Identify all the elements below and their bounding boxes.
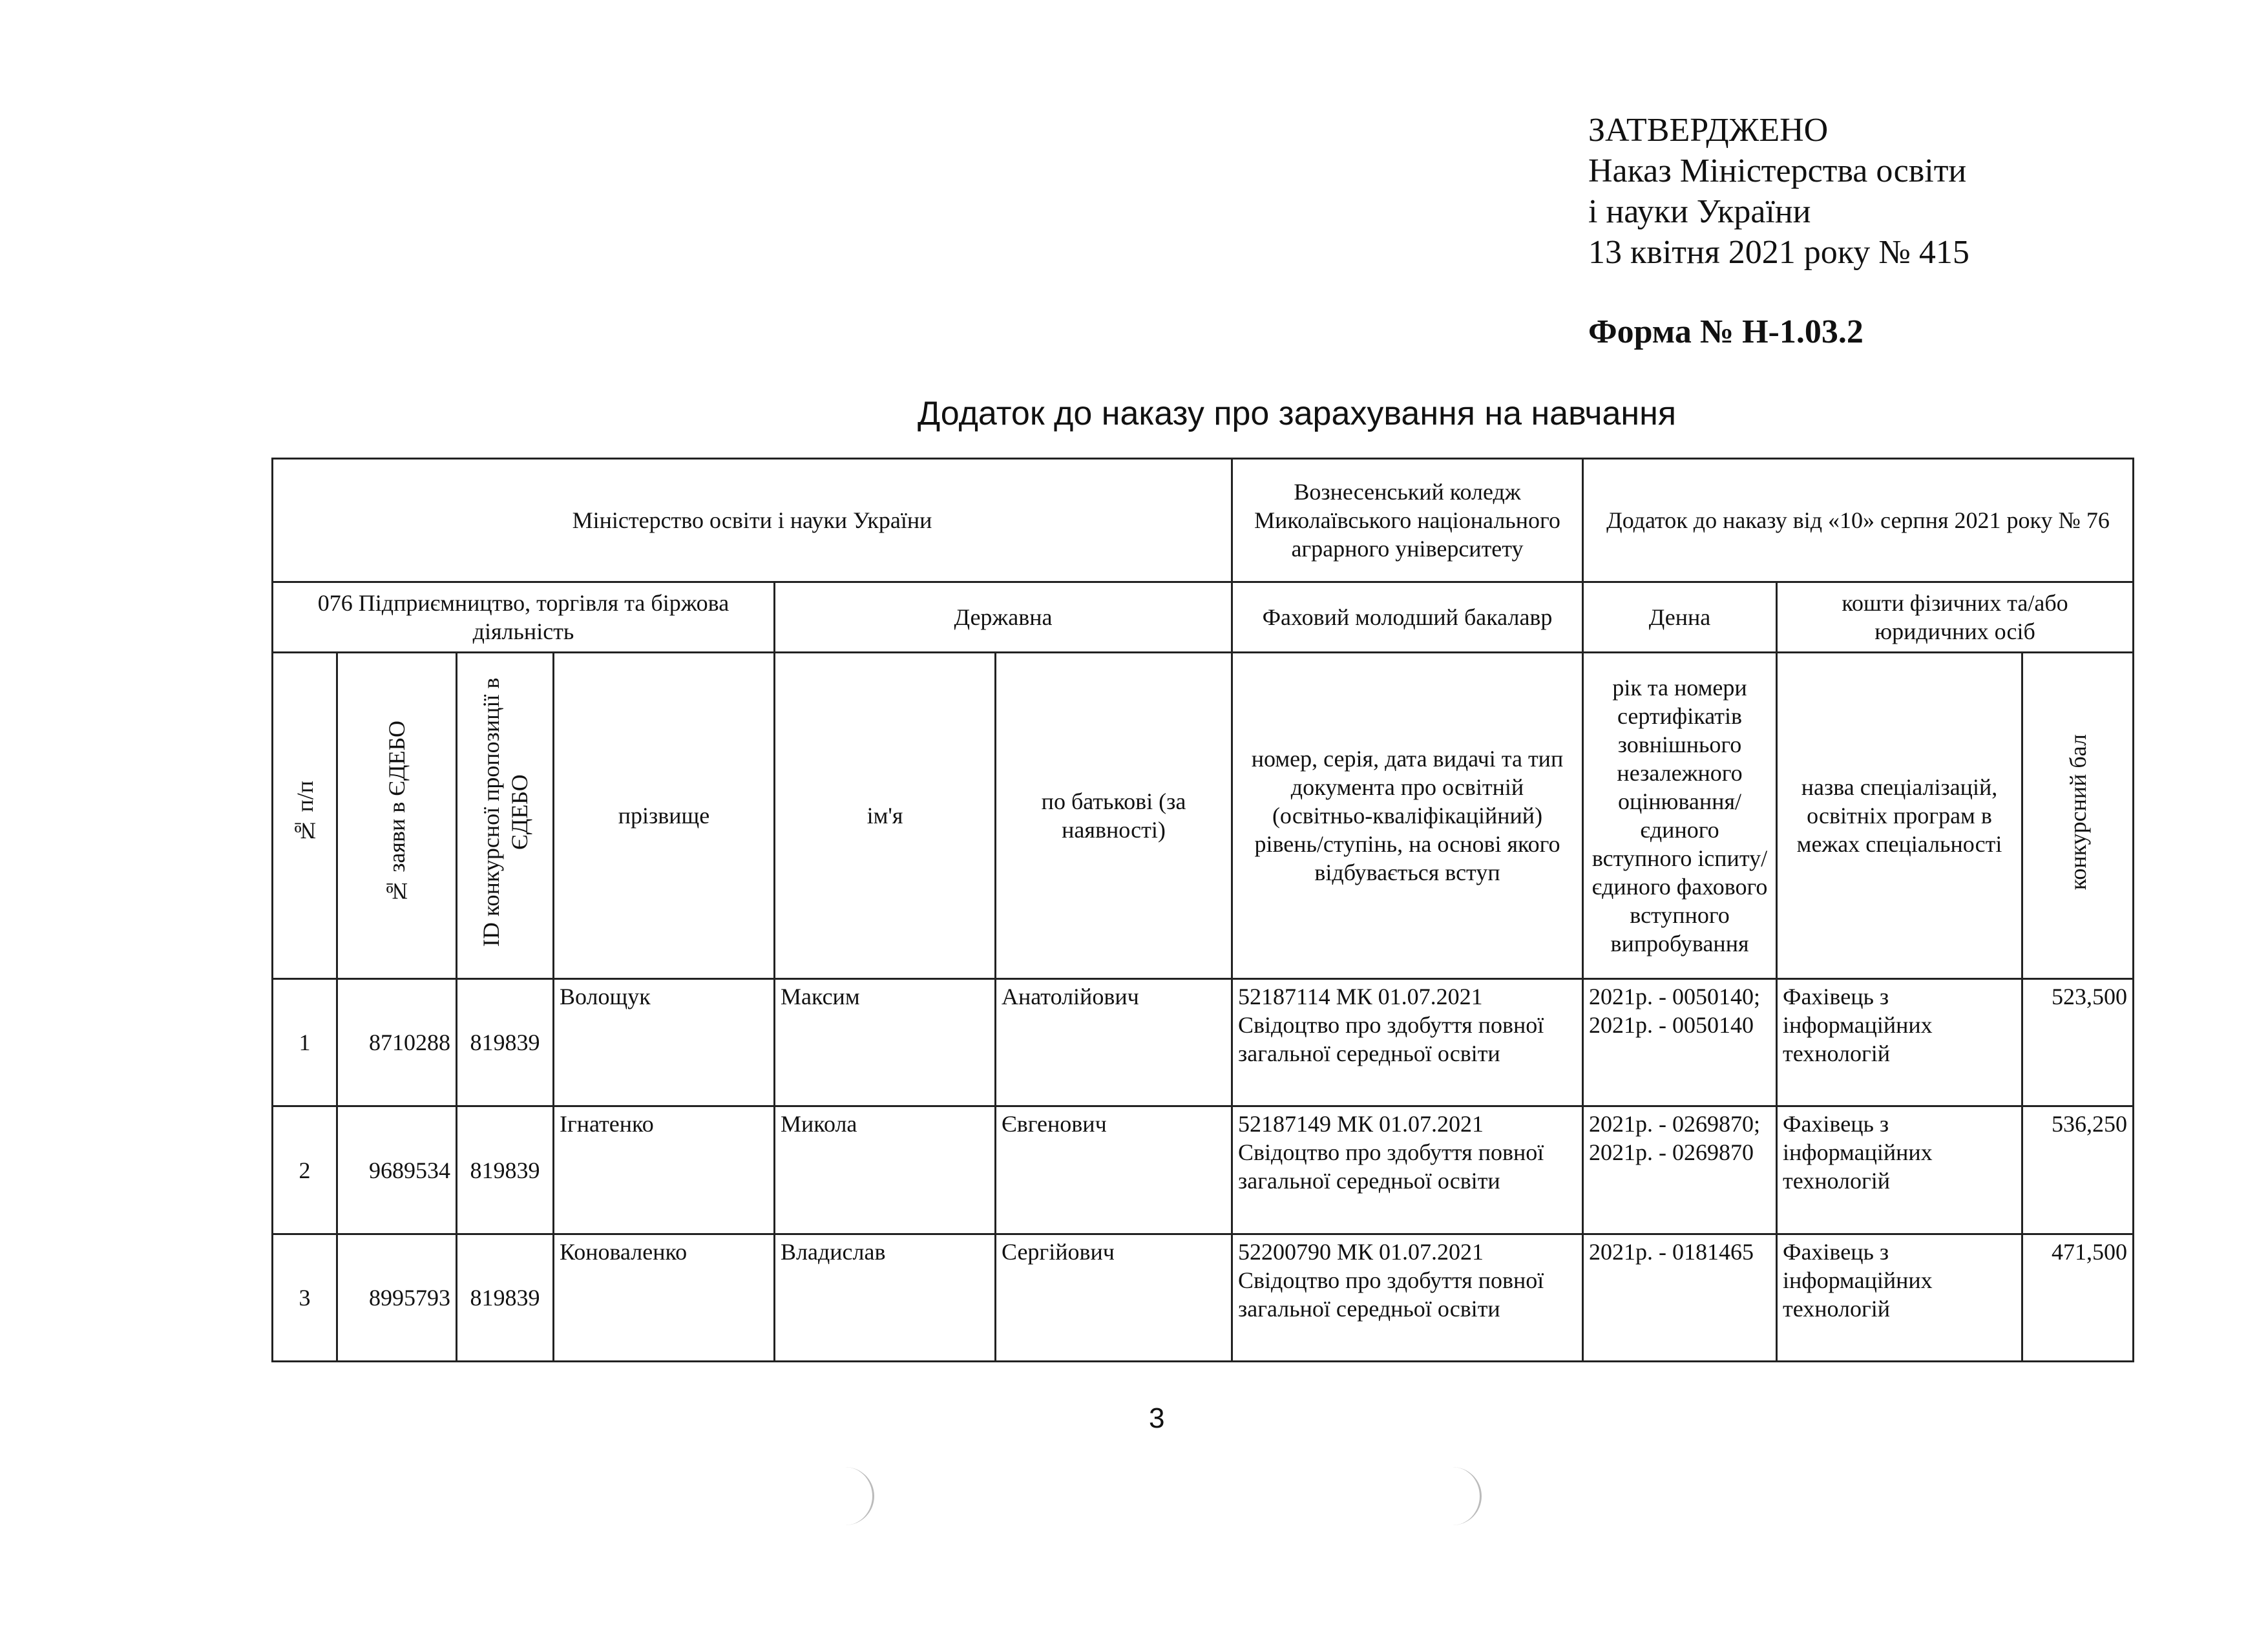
column-header-row <box>273 652 2134 978</box>
form-number: Форма № Н-1.03.2 <box>1588 313 1864 350</box>
college-cell: Вознесенський коледж Миколаївського національного аграрного університету <box>1232 459 1583 582</box>
table-row <box>273 1234 2134 1361</box>
approval-block <box>1588 110 1969 273</box>
row-surname: Ігнатенко <box>554 1106 775 1234</box>
approval-line-2: Наказ Міністерства освіти <box>1588 153 1967 189</box>
row-surname: Коноваленко <box>554 1234 775 1361</box>
row-patronymic: Євгенович <box>996 1106 1232 1234</box>
row-certificates: 2021р. - 0269870; 2021р. - 0269870 <box>1583 1106 1777 1234</box>
row-score: 523,500 <box>2022 979 2134 1106</box>
approval-line-3: і науки України <box>1588 193 1811 230</box>
col-header-name: ім'я <box>775 652 996 978</box>
row-num: 3 <box>273 1234 337 1361</box>
row-name: Владислав <box>775 1234 996 1361</box>
document-title: Додаток до наказу про зарахування на навчання <box>918 395 1676 432</box>
specialty-cell: 076 Підприємництво, торгівля та біржова діяльність <box>273 582 775 653</box>
row-offer-id: 819839 <box>457 979 554 1106</box>
row-certificates: 2021р. - 0181465 <box>1583 1234 1777 1361</box>
ministry-cell: Міністерство освіти і науки України <box>273 459 1232 582</box>
col-header-patronymic: по батькові (за наявності) <box>996 652 1232 978</box>
row-score: 471,500 <box>2022 1234 2134 1361</box>
row-application: 9689534 <box>337 1106 457 1234</box>
punch-hole-mark-right <box>1447 1467 1482 1525</box>
row-surname: Волощук <box>554 979 775 1106</box>
row-specialization: Фахівець з інформаційних технологій <box>1777 1234 2022 1361</box>
row-num: 2 <box>273 1106 337 1234</box>
row-name: Максим <box>775 979 996 1106</box>
row-application: 8995793 <box>337 1234 457 1361</box>
approval-heading: ЗАТВЕРДЖЕНО <box>1588 112 1829 149</box>
approval-line-4: 13 квітня 2021 року № 415 <box>1588 234 1969 271</box>
row-patronymic: Сергійович <box>996 1234 1232 1361</box>
col-header-specialization: назва спеціалізацій, освітніх програм в межах спеціальності <box>1777 652 2022 978</box>
col-header-surname: прізвище <box>554 652 775 978</box>
row-document: 52187149 МК 01.07.2021 Свідоцтво про здобуття повної загальної середньої освіти <box>1232 1106 1583 1234</box>
row-certificates: 2021р. - 0050140; 2021р. - 0050140 <box>1583 979 1777 1106</box>
table-header-row-1 <box>273 459 2134 582</box>
row-specialization: Фахівець з інформаційних технологій <box>1777 1106 2022 1234</box>
table-header-row-2 <box>273 582 2134 653</box>
funding-cell: кошти фізичних та/або юридичних осіб <box>1777 582 2134 653</box>
row-document: 52187114 МК 01.07.2021 Свідоцтво про здобуття повної загальної середньої освіти <box>1232 979 1583 1106</box>
row-patronymic: Анатолійович <box>996 979 1232 1106</box>
row-offer-id: 819839 <box>457 1106 554 1234</box>
row-score: 536,250 <box>2022 1106 2134 1234</box>
row-name: Микола <box>775 1106 996 1234</box>
order-cell: Додаток до наказу від «10» серпня 2021 року № 76 <box>1583 459 2134 582</box>
col-header-application: № заяви в ЄДЕБО <box>337 652 457 978</box>
row-document: 52200790 МК 01.07.2021 Свідоцтво про здобуття повної загальної середньої освіти <box>1232 1234 1583 1361</box>
row-offer-id: 819839 <box>457 1234 554 1361</box>
study-form-cell: Денна <box>1583 582 1777 653</box>
row-application: 8710288 <box>337 979 457 1106</box>
degree-cell: Фаховий молодший бакалавр <box>1232 582 1583 653</box>
col-header-certificates: рік та номери сертифікатів зовнішнього незалежного оцінювання/ єдиного вступного іспиту/ єдиного фахового вступного випробування <box>1583 652 1777 978</box>
col-header-score: конкурсний бал <box>2022 652 2134 978</box>
col-header-offer-id: ID конкурсної пропозиції в ЄДЕБО <box>457 652 554 978</box>
row-specialization: Фахівець з інформаційних технологій <box>1777 979 2022 1106</box>
ownership-cell: Державна <box>775 582 1232 653</box>
col-header-num: № п/п <box>273 652 337 978</box>
enrollment-table <box>271 458 2134 1362</box>
row-num: 1 <box>273 979 337 1106</box>
table-row <box>273 1106 2134 1234</box>
table-row <box>273 979 2134 1106</box>
punch-hole-mark-left <box>840 1467 874 1525</box>
page-number: 3 <box>1149 1402 1165 1434</box>
col-header-document: номер, серія, дата видачі та тип документа про освітній (освітньо-кваліфікаційний) рівень/ступінь, на основі якого відбувається вступ <box>1232 652 1583 978</box>
